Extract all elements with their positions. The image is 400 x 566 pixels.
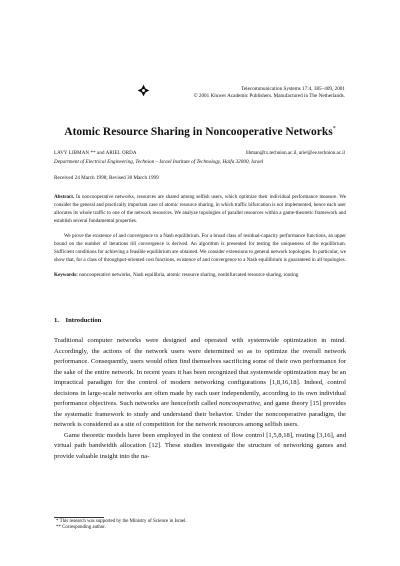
body-paragraph-1 — [54, 336, 346, 431]
paper-title — [0, 126, 400, 138]
footnote-2: ** Corresponding author. — [56, 525, 106, 530]
section-heading — [54, 317, 101, 324]
body-p1a: Traditional computer networks were designed and operated with systemwide optimization in mind. Accordingly, the actions of the network users were determined so as to optimize the overall network performance. Consequently, users would often find themselves sacrificing some of their own performance for the sake of the entire network. In recent years it has been recognized that systemwide optimization may be an impractical paradigm for the control of modern networking configurations [1,8,16,18]. Indeed, control decisions in large-scale networks are often made by each user independently, according to its own individual performance objectives. Such networks are henceforth called — [54, 337, 346, 408]
section-title: Introduction — [65, 317, 102, 324]
abstract-paragraph-1 — [54, 194, 346, 226]
received-dates: Received 24 March 1998; Revised 30 March 1999 — [54, 175, 159, 181]
keywords — [54, 272, 346, 280]
keywords-label: Keywords: — [54, 272, 78, 278]
body-text — [54, 336, 346, 463]
title-footnote-mark: * — [332, 126, 336, 132]
paper-title-text: Atomic Resource Sharing in Noncooperative Networks — [64, 126, 333, 138]
body-paragraph-2: Game theoretic models have been employed in the context of flow control [1,5,8,18], routing [3,16], and virtual path bandwidth allocation [12]. These studies investigate the structure of networking games and provide valuable insight into the na- — [54, 431, 346, 461]
abstract-label: Abstract. — [54, 194, 75, 200]
body-p1-emphasis: noncooperative — [219, 400, 261, 408]
journal-citation: Telecommunication Systems 17:4, 385–409, 2001 — [241, 86, 345, 92]
authors: LAVY LIBMAN ** and ARIEL ORDA — [54, 151, 137, 156]
affiliation: Department of Electrical Engineering, Technion – Israel Institute of Technology, Haifa 32000, Israel — [54, 159, 264, 165]
copyright-line: © 2001 Kluwer Academic Publishers. Manufactured in The Netherlands. — [193, 93, 345, 99]
footnote-1: * This research was supported by the Ministry of Science in Israel. — [56, 519, 187, 524]
abstract-paragraph-2: We prove the existence of and convergence to a Nash equilibrium. For a broad class of residual-capacity performance functions, an upper bound on the number of iterations till convergence is derived. An algorithm is presented for testing the uniqueness of the equilibrium. Sufficient conditions for achieving a feasible equilibrium are obtained. We consider extensions to general network topologies. In particular, we show that, for a class of throughput-oriented cost functions, existence of and convergence to a Nash equilibrium is guaranteed in all topologies. — [54, 233, 346, 263]
section-number: 1. — [54, 317, 59, 324]
keywords-text: noncooperative networks, Nash equilibria, atomic resource sharing, nonbifurcated resource sharing, routing — [79, 272, 299, 278]
footnote-rule — [54, 517, 104, 518]
author-emails: libman@tx.technion.ac.il, ariel@ee.technion.ac.il — [245, 151, 345, 156]
body-p1b: , and game theory [15] provides the systematic framework to study and understand their behavior. Under the noncooperative paradigm, the network is considered as a site of competition for the network resources among selfish users. — [54, 400, 346, 429]
abstract-text-1: In noncooperative networks, resources are shared among selfish users, which optimize their individual performance measure. We consider the general and practically important case of atomic resource sharing, in which traffic bifurcation is not implemented, hence each user allocates its whole traffic to one of the network resources. We analyze topologies of parallel resources within a game-theoretic framework and establish several fundamental properties. — [54, 194, 346, 224]
publisher-logo-icon — [137, 84, 150, 97]
